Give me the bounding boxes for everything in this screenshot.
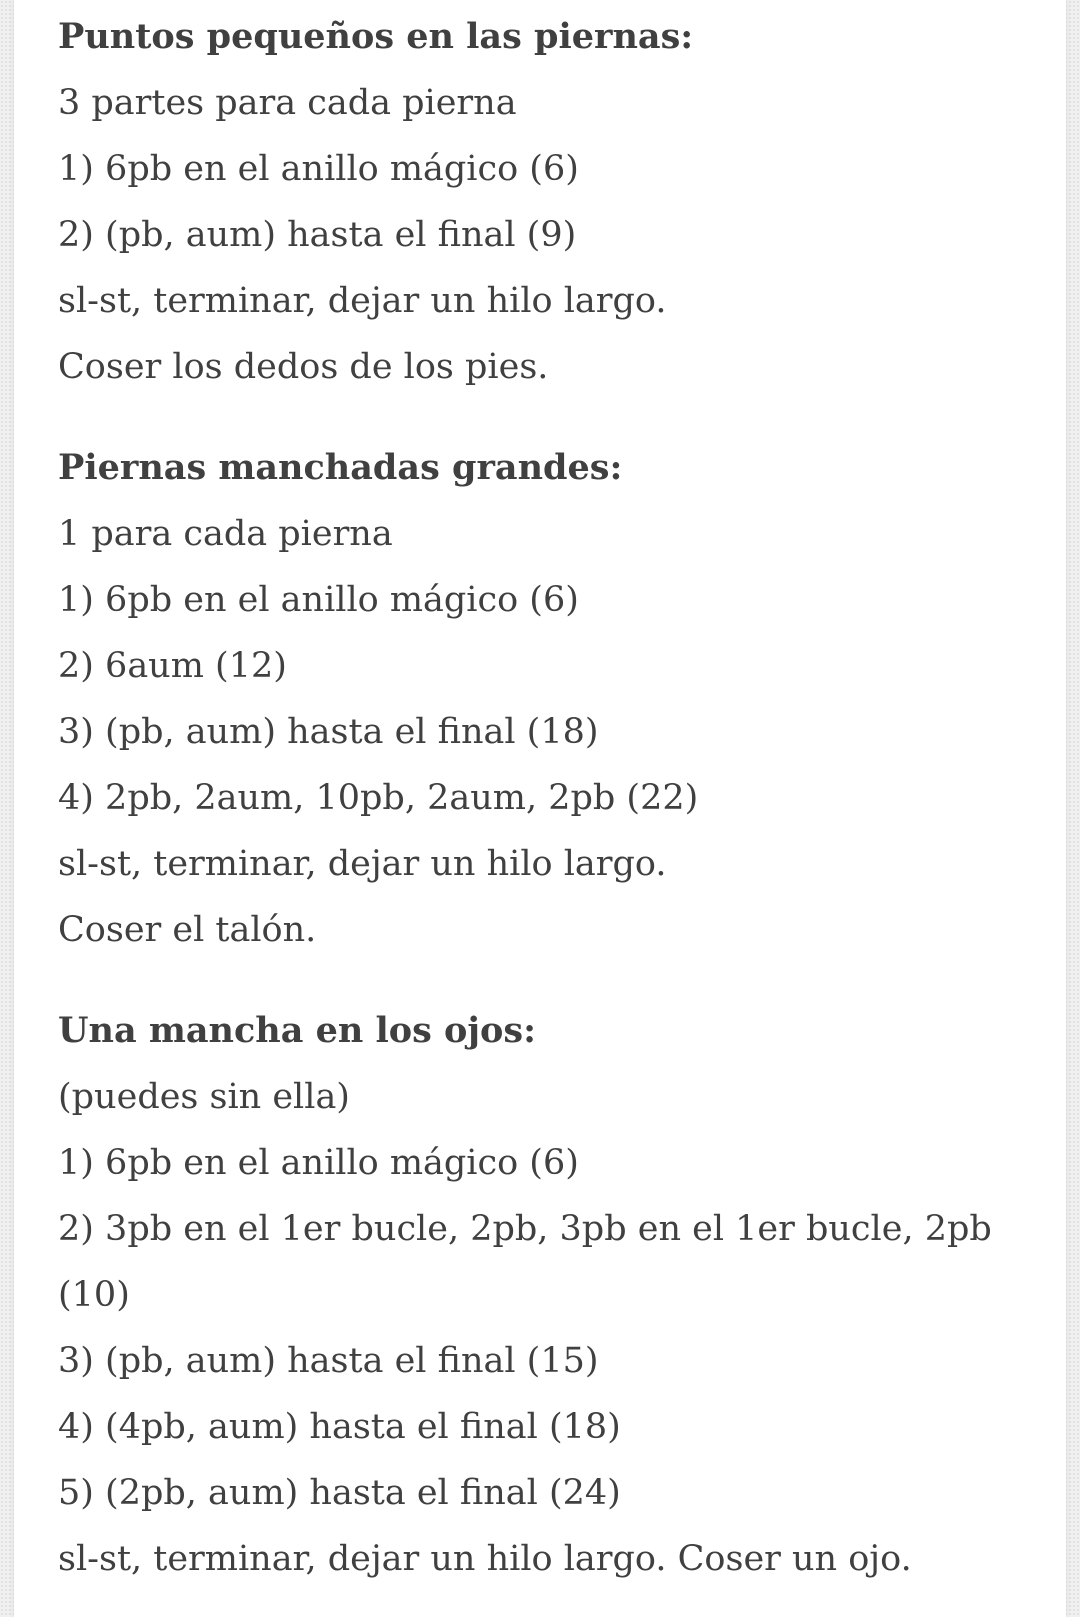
section-small-leg-spots — [58, 4, 1026, 400]
instruction-line: sl-st, terminar, dejar un hilo largo. — [58, 281, 667, 321]
instruction-line: Coser los dedos de los pies. — [58, 347, 549, 387]
section-spacer — [58, 400, 1026, 435]
instruction-line: 2) 6aum (12) — [58, 646, 287, 686]
instruction-line: 4) 2pb, 2aum, 10pb, 2aum, 2pb (22) — [58, 778, 699, 818]
instruction-line: 3) (pb, aum) hasta el final (18) — [58, 712, 599, 752]
section-title: Una mancha en los ojos: — [58, 1010, 537, 1051]
instruction-line: Coser el talón. — [58, 910, 317, 950]
instruction-line: 1) 6pb en el anillo mágico (6) — [58, 580, 579, 620]
section-large-leg-spots — [58, 435, 1026, 963]
article-card — [14, 0, 1066, 1617]
instruction-line: (puedes sin ella) — [58, 1077, 350, 1117]
instruction-line: (10) — [58, 1275, 130, 1315]
section-eye-spot — [58, 998, 1026, 1592]
instruction-line: 4) (4pb, aum) hasta el final (18) — [58, 1407, 621, 1447]
section-title: Puntos pequeños en las piernas: — [58, 16, 694, 57]
section-spacer — [58, 963, 1026, 998]
section-title: Piernas manchadas grandes: — [58, 447, 623, 488]
instruction-line: 2) 3pb en el 1er bucle, 2pb, 3pb en el 1er bucle, 2pb — [58, 1209, 992, 1249]
instruction-line: 2) (pb, aum) hasta el final (9) — [58, 215, 577, 255]
instruction-line: 1 para cada pierna — [58, 514, 393, 554]
instruction-line: 3) (pb, aum) hasta el final (15) — [58, 1341, 599, 1381]
instruction-line: 5) (2pb, aum) hasta el final (24) — [58, 1473, 621, 1513]
instruction-line: sl-st, terminar, dejar un hilo largo. — [58, 844, 667, 884]
instruction-line: sl-st, terminar, dejar un hilo largo. Coser un ojo. — [58, 1539, 912, 1579]
instruction-line: 1) 6pb en el anillo mágico (6) — [58, 149, 579, 189]
instruction-line: 1) 6pb en el anillo mágico (6) — [58, 1143, 579, 1183]
instruction-line: 3 partes para cada pierna — [58, 83, 517, 123]
